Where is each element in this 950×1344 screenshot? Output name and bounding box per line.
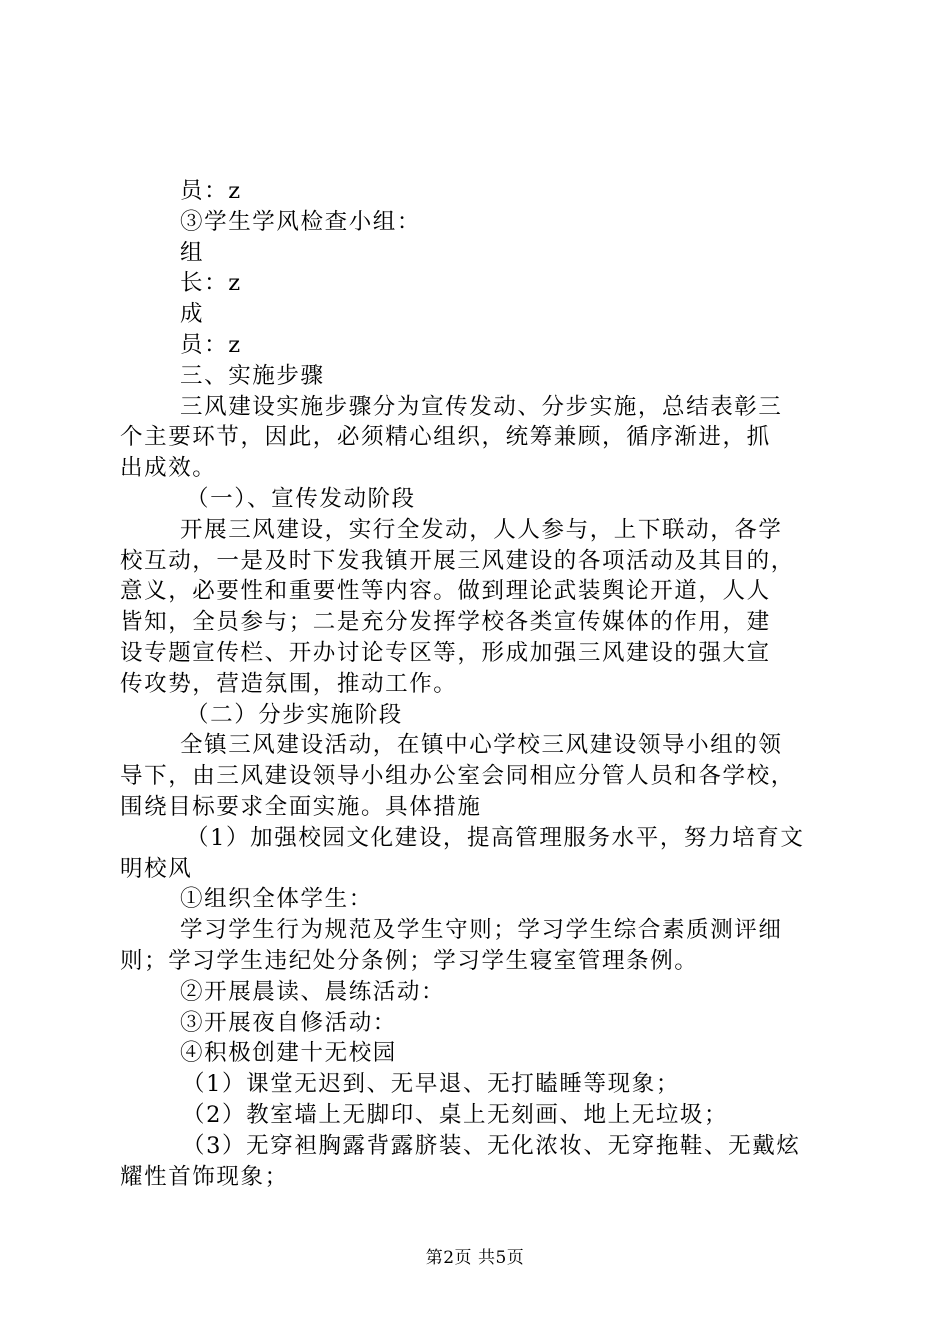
text-line: （1）课堂无迟到、无早退、无打瞌睡等现象； [182,1071,680,1098]
text-line: 三、实施步骤 [180,362,325,389]
text-line: （一）、宣传发动阶段 [186,485,416,512]
page-footer: 第2页 共5页 [425,1248,525,1268]
text-line: 全镇三风建设活动，在镇中心学校三风建设领导小组的领 [180,732,783,759]
text-line: （1）加强校园文化建设，提高管理服务水平，努力培育文 [186,824,805,851]
text-line: ③学生学风检查小组： [180,208,422,235]
text-line: ②开展晨读、晨练活动： [180,978,446,1005]
text-line: 组 [180,239,205,266]
document-body [120,176,836,1192]
text-line: 校互动，一是及时下发我镇开展三风建设的各项活动及其目的， [120,547,795,574]
text-line: 明校风 [120,855,193,882]
text-line: 员：z [180,331,242,358]
text-line: 员：z [180,178,242,204]
text-line: ①组织全体学生： [180,886,373,913]
text-line: 传攻势，营造氛围，推动工作。 [120,670,458,697]
text-line: （2）教室墙上无脚印、桌上无刻画、地上无垃圾； [182,1101,729,1128]
text-line: 设专题宣传栏、开办讨论专区等，形成加强三风建设的强大宣 [120,639,771,666]
text-line: 则；学习学生违纪处分条例；学习学生寝室管理条例。 [120,947,699,974]
text-line: ④积极创建十无校园 [180,1040,397,1067]
text-line: 学习学生行为规范及学生守则；学习学生综合素质测评细 [180,917,783,944]
text-line: 开展三风建设，实行全发动，人人参与，上下联动，各学 [180,516,783,543]
text-line: 长：z [180,270,242,297]
text-line: 个主要环节，因此，必须精心组织，统筹兼顾，循序渐进，抓 [120,424,771,451]
text-line: 皆知，全员参与；二是充分发挥学校各类宣传媒体的作用，建 [120,609,771,636]
text-line: 成 [180,301,205,328]
text-line: 围绕目标要求全面实施。具体措施 [120,793,482,820]
text-line: 意义，必要性和重要性等内容。做到理论武装舆论开道，人人 [120,578,771,605]
text-line: 耀性首饰现象； [120,1163,289,1190]
text-line: 出成效。 [120,455,217,482]
text-line: 导下，由三风建设领导小组办公室会同相应分管人员和各学校， [120,763,795,790]
text-line: （3）无穿袒胸露背露脐装、无化浓妆、无穿拖鞋、无戴炫 [182,1132,801,1159]
text-line: ③开展夜自修活动： [180,1009,397,1036]
text-line: 三风建设实施步骤分为宣传发动、分步实施，总结表彰三 [180,393,783,420]
text-line: （二）分步实施阶段 [186,701,403,728]
